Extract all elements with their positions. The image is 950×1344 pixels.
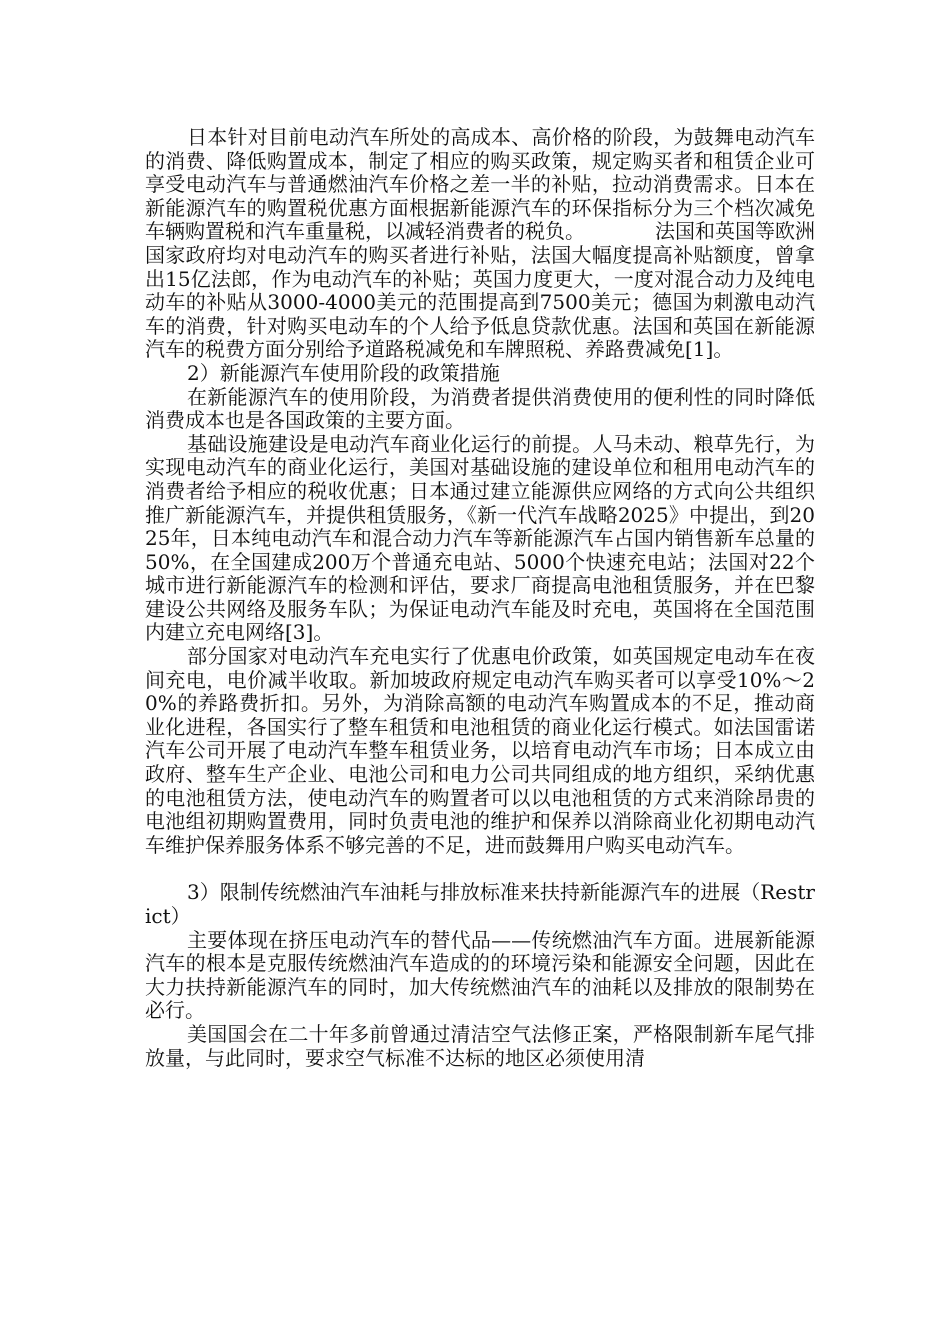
paragraph-us-clean-air: 美国国会在二十年多前曾通过清洁空气法修正案，严格限制新车尾气排放量，与此同时，要求空气标准不达标的地区必须使用清 (145, 1021, 815, 1070)
paragraph-restrict-intro: 主要体现在挤压电动汽车的替代品——传统燃油汽车方面。进展新能源汽车的根本是克服传统燃油汽车造成的的环境污染和能源安全问题，因此在大力扶持新能源汽车的同时，加大传统燃油汽车的油耗以及排放的限制势在必行。 (145, 927, 815, 1023)
paragraph-spacer (145, 857, 815, 881)
paragraph-japan-eu-subsidies: 日本针对目前电动汽车所处的高成本、高价格的阶段，为鼓舞电动汽车的消费、降低购置成本，制定了相应的购买政策，规定购买者和租赁企业可享受电动汽车与普通燃油汽车价格之差一半的补贴，拉动消费需求。日本在新能源汽车的购置税优惠方面根据新能源汽车的环保指标分为三个档次减免车辆购置税和汽车重量税，以减轻消费者的税负。 法国和英国等欧洲国家政府均对电动汽车的购买者进行补贴，法国大幅度提高补贴额度，曾拿出15亿法郎，作为电动汽车的补贴；英国力度更大，一度对混合动力及纯电动车的补贴从3000-4000美元的范围提高到7500美元；德国为刺激电动汽车的消费，针对购买电动车的个人给予低息贷款优惠。法国和英国在新能源汽车的税费方面分别给予道路税减免和车牌照税、养路费减免[1]。 (145, 125, 815, 362)
document-body (145, 126, 815, 1070)
paragraph-charging-price-leasing: 部分国家对电动汽车充电实行了优惠电价政策，如英国规定电动车在夜间充电，电价减半收取。新加坡政府规定电动汽车购买者可以享受10%～20%的养路费折扣。另外，为消除高额的电动汽车购置成本的不足，推动商业化进程，各国实行了整车租赁和电池租赁的商业化运行模式。如法国雷诺汽车公司开展了电动汽车整车租赁业务，以培育电动汽车市场；日本成立由政府、整车生产企业、电池公司和电力公司共同组成的地方组织，采纳优惠的电池租赁方法，使电动汽车的购置者可以以电池租赁的方式来消除昂贵的电池组初期购置费用，同时负责电池的维护和保养以消除商业化初期电动汽车维护保养服务体系不够完善的不足，进而鼓舞用户购买电动汽车。 (145, 644, 815, 857)
section-heading-restrict: 3）限制传统燃油汽车油耗与排放标准来扶持新能源汽车的进展（Restrict） (145, 880, 815, 928)
paragraph-infrastructure: 基础设施建设是电动汽车商业化运行的前提。人马未动、粮草先行，为实现电动汽车的商业化运行，美国对基础设施的建设单位和租用电动汽车的消费者给予相应的税收优惠；日本通过建立能源供应网络的方式向公共组织推广新能源汽车，并提供租赁服务，《新一代汽车战略2025》中提出，到2025年，日本纯电动汽车和混合动力汽车等新能源汽车占国内销售新车总量的50%，在全国建成200万个普通充电站、5000个快速充电站；法国对22个城市进行新能源汽车的检测和评估，要求厂商提高电池租赁服务，并在巴黎建设公共网络及服务车队；为保证电动汽车能及时充电，英国将在全国范围内建立充电网络[3]。 (145, 431, 815, 645)
section-heading-usage-stage: 2）新能源汽车使用阶段的政策措施 (187, 360, 500, 385)
paragraph-usage-stage-intro: 在新能源汽车的使用阶段，为消费者提供消费使用的便利性的同时降低消费成本也是各国政策的主要方面。 (145, 384, 815, 433)
